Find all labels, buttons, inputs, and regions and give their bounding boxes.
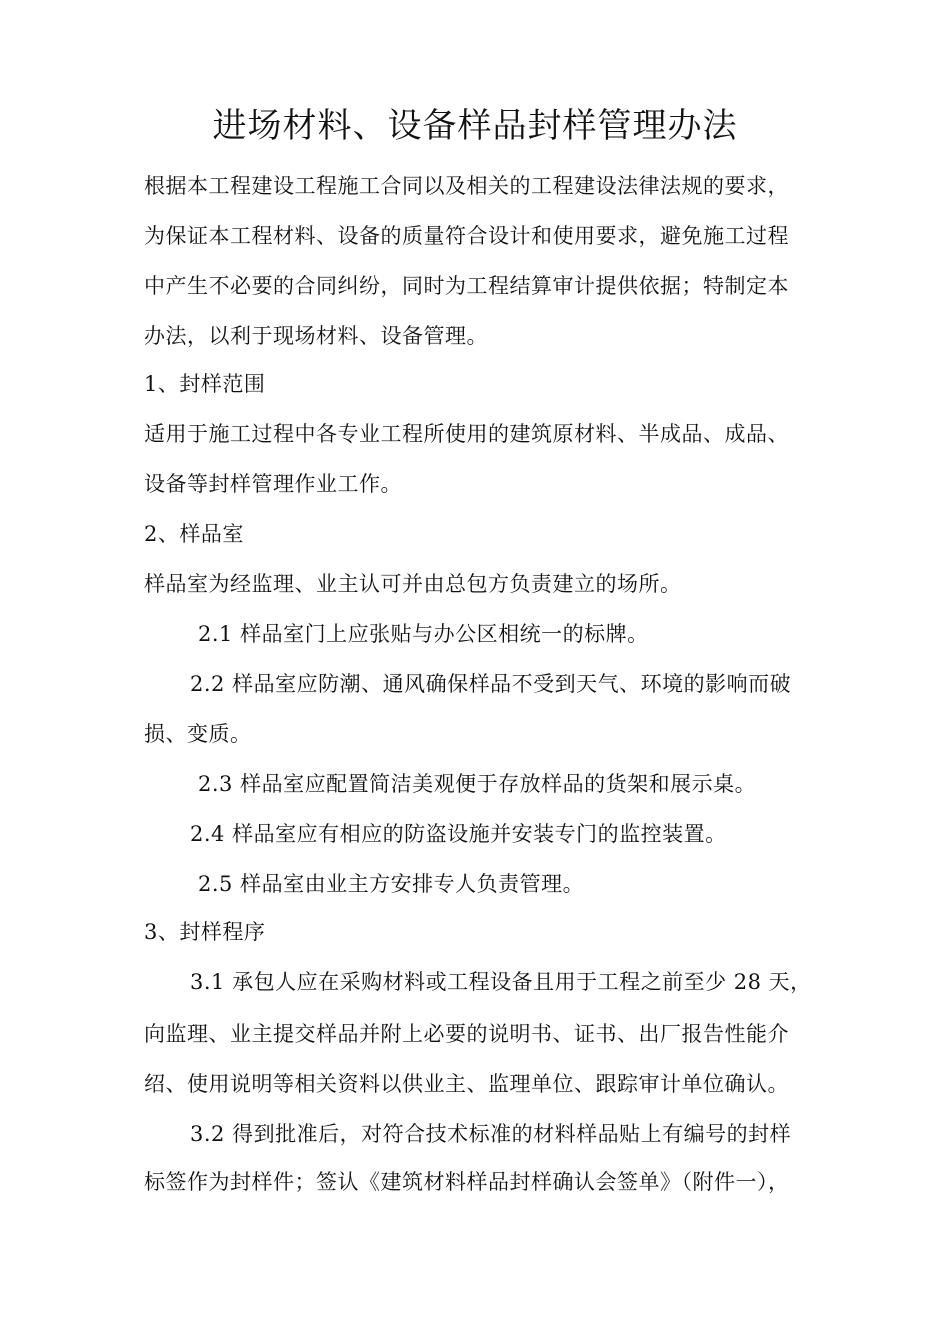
paragraph-line: 标签作为封样件；签认《建筑材料样品封样确认会签单》（附件一）， <box>144 1170 790 1194</box>
paragraph-line: 根据本工程建设工程施工合同以及相关的工程建设法律法规的要求， <box>144 174 789 198</box>
paragraph-line: 损、变质。 <box>144 722 252 746</box>
list-item: 3.2 得到批准后，对符合技术标准的材料样品贴上有编号的封样 <box>190 1122 792 1146</box>
list-item: 2.2 样品室应防潮、通风确保样品不受到天气、环境的影响而破 <box>190 672 792 696</box>
paragraph-line: 办法，以利于现场材料、设备管理。 <box>144 324 488 348</box>
paragraph-line: 绍、使用说明等相关资料以供业主、监理单位、跟踪审计单位确认。 <box>144 1072 789 1096</box>
paragraph-line: 向监理、业主提交样品并附上必要的说明书、证书、出厂报告性能介 <box>144 1022 789 1046</box>
list-item: 3.1 承包人应在采购材料或工程设备且用于工程之前至少 28 天， <box>190 970 812 994</box>
paragraph-line: 适用于施工过程中各专业工程所使用的建筑原材料、半成品、成品、 <box>144 422 789 446</box>
document-title: 进场材料、设备样品封样管理办法 <box>212 106 738 146</box>
paragraph-line: 中产生不必要的合同纠纷，同时为工程结算审计提供依据；特制定本 <box>144 274 789 298</box>
list-item: 2.5 样品室由业主方安排专人负责管理。 <box>198 872 585 896</box>
paragraph-line: 为保证本工程材料、设备的质量符合设计和使用要求，避免施工过程 <box>144 224 789 248</box>
section-heading: 3、封样程序 <box>144 920 266 944</box>
list-item: 2.4 样品室应有相应的防盗设施并安装专门的监控装置。 <box>190 822 727 846</box>
paragraph-line: 样品室为经监理、业主认可并由总包方负责建立的场所。 <box>144 572 682 596</box>
list-item: 2.1 样品室门上应张贴与办公区相统一的标牌。 <box>198 622 649 646</box>
section-heading: 2、样品室 <box>144 522 244 546</box>
paragraph-line: 设备等封样管理作业工作。 <box>144 472 402 496</box>
section-heading: 1、封样范围 <box>144 372 266 396</box>
list-item: 2.3 样品室应配置简洁美观便于存放样品的货架和展示桌。 <box>198 772 757 796</box>
